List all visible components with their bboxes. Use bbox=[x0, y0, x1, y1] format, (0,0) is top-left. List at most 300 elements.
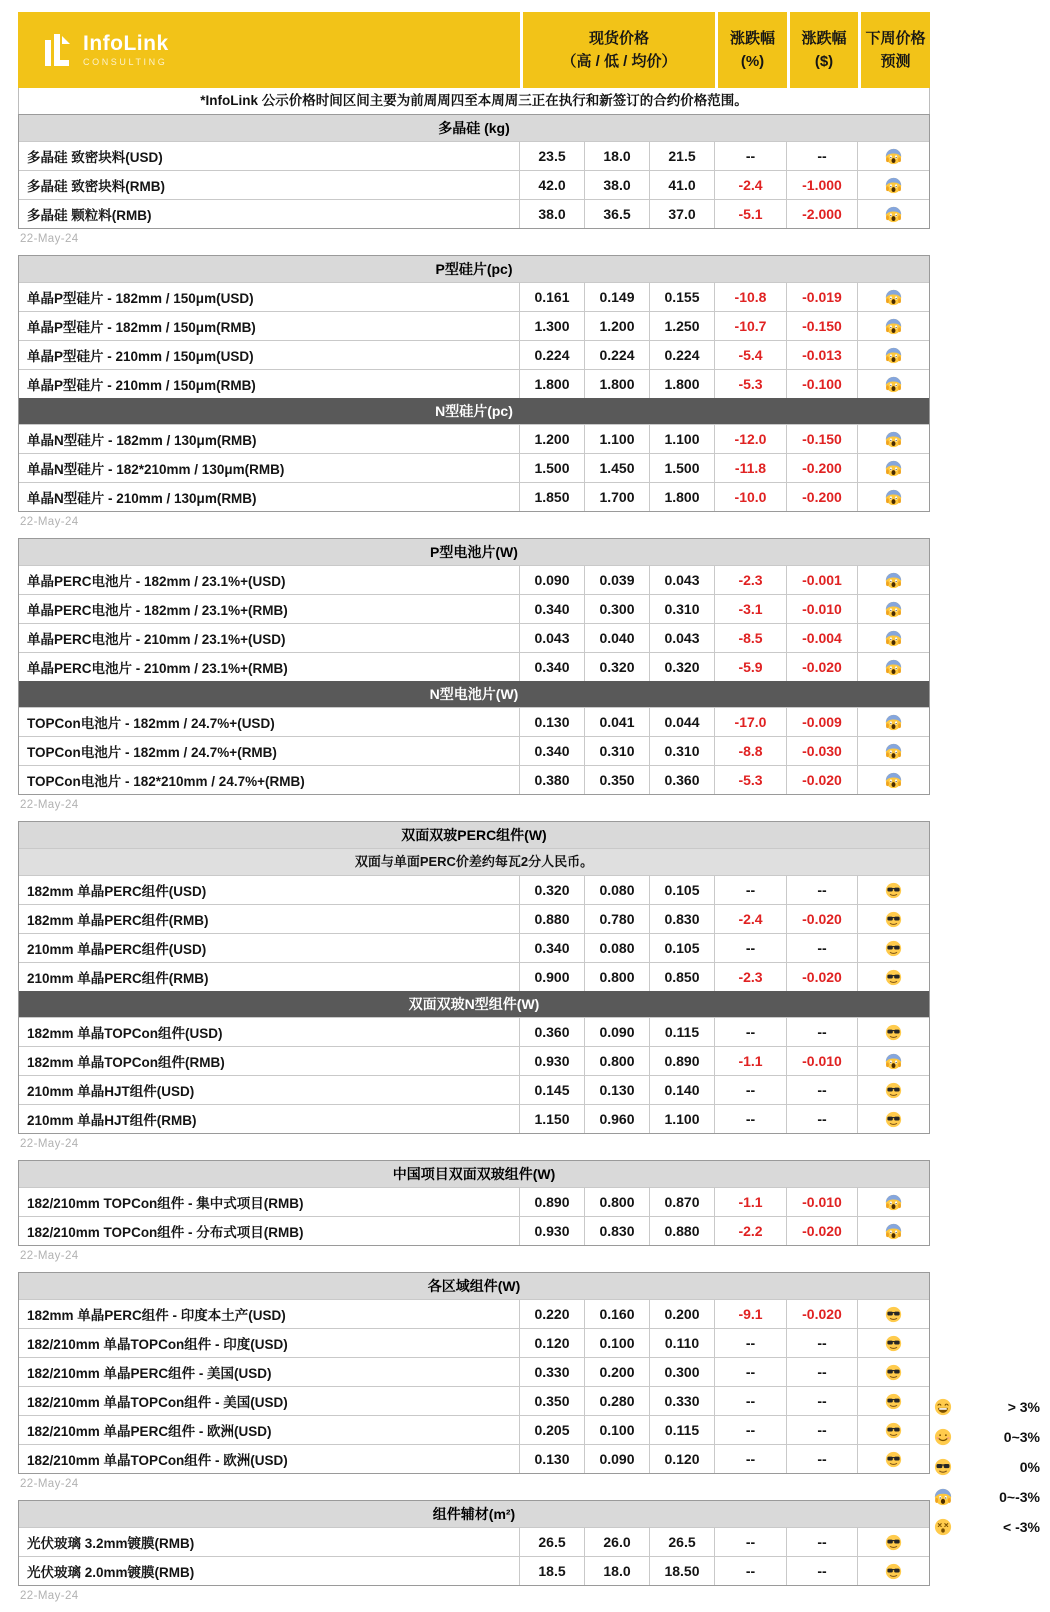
forecast-cell bbox=[857, 624, 929, 652]
dizzy-emoji-icon bbox=[934, 1518, 952, 1536]
forecast-cell bbox=[857, 766, 929, 794]
low-price: 0.830 bbox=[584, 1217, 649, 1245]
high-price: 42.0 bbox=[519, 171, 584, 199]
forecast-cell bbox=[857, 595, 929, 623]
cool-emoji-icon bbox=[885, 1082, 902, 1099]
infolink-logo-icon bbox=[44, 34, 72, 66]
usd-change: -- bbox=[786, 1076, 857, 1104]
forecast-cell bbox=[857, 708, 929, 736]
cool-emoji-icon bbox=[885, 940, 902, 957]
usd-change: -1.000 bbox=[786, 171, 857, 199]
usd-change: -- bbox=[786, 1329, 857, 1357]
avg-price: 0.850 bbox=[649, 963, 714, 991]
usd-change: -0.013 bbox=[786, 341, 857, 369]
pct-change-title: 涨跌幅 bbox=[729, 29, 775, 47]
table-row bbox=[19, 340, 929, 369]
table-row bbox=[19, 1299, 929, 1328]
pct-change: -5.1 bbox=[714, 200, 786, 228]
scream-emoji-icon bbox=[885, 206, 902, 223]
date-label: 22-May-24 bbox=[20, 799, 79, 811]
pct-change: -1.1 bbox=[714, 1047, 786, 1075]
brand-name: InfoLink bbox=[83, 32, 169, 55]
high-price: 26.5 bbox=[519, 1528, 584, 1556]
avg-price: 0.043 bbox=[649, 566, 714, 594]
high-price: 0.161 bbox=[519, 283, 584, 311]
pct-change: -- bbox=[714, 1329, 786, 1357]
scream-emoji-icon bbox=[885, 489, 902, 506]
high-price: 1.800 bbox=[519, 370, 584, 398]
usd-change: -0.020 bbox=[786, 963, 857, 991]
table-row bbox=[19, 170, 929, 199]
scream-emoji-icon bbox=[885, 601, 902, 618]
low-price: 0.090 bbox=[584, 1018, 649, 1046]
usd-change: -0.200 bbox=[786, 454, 857, 482]
pct-change: -- bbox=[714, 934, 786, 962]
pct-change: -9.1 bbox=[714, 1300, 786, 1328]
section-header: P型硅片(pc) bbox=[19, 256, 929, 282]
cool-emoji-icon bbox=[885, 1534, 902, 1551]
pct-change: -5.9 bbox=[714, 653, 786, 681]
legend-item bbox=[934, 1392, 1040, 1422]
product-label: 182/210mm 单晶TOPCon组件 - 印度(USD) bbox=[27, 1337, 288, 1352]
avg-price: 41.0 bbox=[649, 171, 714, 199]
product-label: 182mm 单晶PERC组件 - 印度本土产(USD) bbox=[27, 1308, 286, 1323]
high-price: 0.340 bbox=[519, 595, 584, 623]
forecast-cell bbox=[857, 1217, 929, 1245]
table-row bbox=[19, 1357, 929, 1386]
table-row bbox=[19, 1328, 929, 1357]
high-price: 0.900 bbox=[519, 963, 584, 991]
product-label: 单晶P型硅片 - 182mm / 150μm(USD) bbox=[27, 291, 254, 306]
product-label: 单晶N型硅片 - 182*210mm / 130μm(RMB) bbox=[27, 462, 285, 477]
price-blocks bbox=[18, 114, 930, 1603]
pct-change-column-header bbox=[715, 12, 787, 88]
high-price: 0.330 bbox=[519, 1358, 584, 1386]
avg-price: 0.200 bbox=[649, 1300, 714, 1328]
spot-price-title: 现货价格 bbox=[588, 29, 649, 47]
high-price: 0.320 bbox=[519, 876, 584, 904]
table-row bbox=[19, 736, 929, 765]
table-row bbox=[19, 1415, 929, 1444]
brand-tagline: CONSULTING bbox=[83, 57, 168, 67]
high-price: 0.340 bbox=[519, 934, 584, 962]
low-price: 0.350 bbox=[584, 766, 649, 794]
pct-change-sub: (%) bbox=[740, 52, 765, 70]
product-label: 182/210mm 单晶TOPCon组件 - 欧洲(USD) bbox=[27, 1453, 288, 1468]
product-label: 光伏玻璃 2.0mm镀膜(RMB) bbox=[27, 1565, 195, 1580]
high-price: 0.205 bbox=[519, 1416, 584, 1444]
section-header: 中国项目双面双玻组件(W) bbox=[19, 1161, 929, 1187]
table-row bbox=[19, 962, 929, 991]
legend-item bbox=[934, 1422, 1040, 1452]
forecast-column-header bbox=[858, 12, 930, 88]
usd-change: -0.010 bbox=[786, 1188, 857, 1216]
product-label: 单晶PERC电池片 - 182mm / 23.1%+(USD) bbox=[27, 574, 286, 589]
usd-change: -- bbox=[786, 1445, 857, 1473]
pct-change: -- bbox=[714, 1076, 786, 1104]
product-label: 210mm 单晶PERC组件(USD) bbox=[27, 942, 207, 957]
pct-change: -2.4 bbox=[714, 905, 786, 933]
usd-change: -- bbox=[786, 1416, 857, 1444]
forecast-cell bbox=[857, 1105, 929, 1133]
avg-price: 0.830 bbox=[649, 905, 714, 933]
forecast-cell bbox=[857, 1528, 929, 1556]
price-report bbox=[18, 12, 930, 1612]
usd-change: -0.001 bbox=[786, 566, 857, 594]
high-price: 0.380 bbox=[519, 766, 584, 794]
section-subtitle: 双面与单面PERC价差约每瓦2分人民币。 bbox=[19, 848, 929, 875]
pct-change: -11.8 bbox=[714, 454, 786, 482]
pct-change: -- bbox=[714, 1557, 786, 1585]
legend-label: 0% bbox=[1019, 1459, 1040, 1475]
product-label: 单晶P型硅片 - 210mm / 150μm(USD) bbox=[27, 349, 254, 364]
legend-label: 0~-3% bbox=[999, 1489, 1040, 1505]
forecast-cell bbox=[857, 963, 929, 991]
avg-price: 0.105 bbox=[649, 876, 714, 904]
scream-emoji-icon bbox=[885, 347, 902, 364]
high-price: 18.5 bbox=[519, 1557, 584, 1585]
low-price: 1.700 bbox=[584, 483, 649, 511]
scream-emoji-icon bbox=[885, 431, 902, 448]
avg-price: 0.224 bbox=[649, 341, 714, 369]
high-price: 1.300 bbox=[519, 312, 584, 340]
cool-emoji-icon bbox=[885, 1563, 902, 1580]
low-price: 0.040 bbox=[584, 624, 649, 652]
usd-change: -0.030 bbox=[786, 737, 857, 765]
usd-change: -0.010 bbox=[786, 1047, 857, 1075]
high-price: 0.350 bbox=[519, 1387, 584, 1415]
grin-emoji-icon bbox=[934, 1398, 952, 1416]
section-header: 双面双玻PERC组件(W) bbox=[19, 822, 929, 848]
avg-price: 0.115 bbox=[649, 1416, 714, 1444]
usd-change: -- bbox=[786, 1018, 857, 1046]
infolink-logo bbox=[18, 12, 520, 88]
high-price: 0.890 bbox=[519, 1188, 584, 1216]
usd-change: -- bbox=[786, 1387, 857, 1415]
scream-emoji-icon bbox=[885, 659, 902, 676]
low-price: 0.320 bbox=[584, 653, 649, 681]
usd-change: -- bbox=[786, 876, 857, 904]
usd-change: -0.150 bbox=[786, 425, 857, 453]
pct-change: -12.0 bbox=[714, 425, 786, 453]
spot-price-column-header bbox=[520, 12, 715, 88]
low-price: 0.130 bbox=[584, 1076, 649, 1104]
avg-price: 0.310 bbox=[649, 595, 714, 623]
usd-change-sub: ($) bbox=[814, 52, 834, 70]
avg-price: 0.140 bbox=[649, 1076, 714, 1104]
forecast-cell bbox=[857, 905, 929, 933]
avg-price: 0.105 bbox=[649, 934, 714, 962]
avg-price: 1.800 bbox=[649, 370, 714, 398]
forecast-cell bbox=[857, 370, 929, 398]
product-label: 单晶PERC电池片 - 182mm / 23.1%+(RMB) bbox=[27, 603, 288, 618]
pct-change: -1.1 bbox=[714, 1188, 786, 1216]
scream-emoji-icon bbox=[885, 630, 902, 647]
product-label: 182/210mm TOPCon组件 - 分布式项目(RMB) bbox=[27, 1225, 304, 1240]
high-price: 23.5 bbox=[519, 142, 584, 170]
price-note: *InfoLink 公示价格时间区间主要为前周周四至本周周三正在执行和新签订的合约价格范围。 bbox=[18, 88, 930, 114]
low-price: 0.224 bbox=[584, 341, 649, 369]
avg-price: 0.120 bbox=[649, 1445, 714, 1473]
price-block bbox=[18, 821, 930, 1134]
forecast-cell bbox=[857, 425, 929, 453]
price-block bbox=[18, 1160, 930, 1246]
high-price: 38.0 bbox=[519, 200, 584, 228]
forecast-cell bbox=[857, 1416, 929, 1444]
cool-emoji-icon bbox=[885, 1393, 902, 1410]
high-price: 0.224 bbox=[519, 341, 584, 369]
usd-change: -0.009 bbox=[786, 708, 857, 736]
high-price: 0.130 bbox=[519, 1445, 584, 1473]
section-header: P型电池片(W) bbox=[19, 539, 929, 565]
table-row bbox=[19, 369, 929, 398]
high-price: 0.360 bbox=[519, 1018, 584, 1046]
pct-change: -5.3 bbox=[714, 766, 786, 794]
usd-change: -- bbox=[786, 1105, 857, 1133]
legend-item bbox=[934, 1482, 1040, 1512]
low-price: 0.800 bbox=[584, 1047, 649, 1075]
forecast-cell bbox=[857, 1329, 929, 1357]
avg-price: 0.115 bbox=[649, 1018, 714, 1046]
avg-price: 21.5 bbox=[649, 142, 714, 170]
pct-change: -- bbox=[714, 142, 786, 170]
product-label: 182/210mm 单晶PERC组件 - 美国(USD) bbox=[27, 1366, 272, 1381]
low-price: 38.0 bbox=[584, 171, 649, 199]
high-price: 1.150 bbox=[519, 1105, 584, 1133]
high-price: 0.220 bbox=[519, 1300, 584, 1328]
cool-emoji-icon bbox=[885, 1024, 902, 1041]
table-row bbox=[19, 594, 929, 623]
date-label: 22-May-24 bbox=[20, 1138, 79, 1150]
avg-price: 0.360 bbox=[649, 766, 714, 794]
forecast-cell bbox=[857, 200, 929, 228]
cool-emoji-icon bbox=[885, 1451, 902, 1468]
product-label: 多晶硅 颗粒料(RMB) bbox=[27, 208, 152, 223]
low-price: 1.200 bbox=[584, 312, 649, 340]
scream-emoji-icon bbox=[885, 572, 902, 589]
low-price: 18.0 bbox=[584, 1557, 649, 1585]
forecast-sub: 预测 bbox=[880, 52, 911, 70]
table-row bbox=[19, 282, 929, 311]
pct-change: -3.1 bbox=[714, 595, 786, 623]
high-price: 0.930 bbox=[519, 1047, 584, 1075]
product-label: 单晶N型硅片 - 182mm / 130μm(RMB) bbox=[27, 433, 257, 448]
low-price: 0.080 bbox=[584, 876, 649, 904]
table-row bbox=[19, 933, 929, 962]
pct-change: -10.0 bbox=[714, 483, 786, 511]
legend-label: 0~3% bbox=[1003, 1429, 1040, 1445]
legend-label: > 3% bbox=[1007, 1399, 1040, 1415]
price-block bbox=[18, 255, 930, 512]
pct-change: -- bbox=[714, 1416, 786, 1444]
high-price: 0.880 bbox=[519, 905, 584, 933]
usd-change: -0.019 bbox=[786, 283, 857, 311]
usd-change: -- bbox=[786, 1528, 857, 1556]
low-price: 0.960 bbox=[584, 1105, 649, 1133]
pct-change: -2.2 bbox=[714, 1217, 786, 1245]
high-price: 1.850 bbox=[519, 483, 584, 511]
low-price: 0.100 bbox=[584, 1416, 649, 1444]
low-price: 0.800 bbox=[584, 963, 649, 991]
high-price: 0.145 bbox=[519, 1076, 584, 1104]
forecast-cell bbox=[857, 312, 929, 340]
legend-label: < -3% bbox=[1003, 1519, 1040, 1535]
cool-emoji-icon bbox=[885, 1306, 902, 1323]
usd-change: -0.200 bbox=[786, 483, 857, 511]
low-price: 1.450 bbox=[584, 454, 649, 482]
date-label: 22-May-24 bbox=[20, 1590, 79, 1602]
low-price: 0.090 bbox=[584, 1445, 649, 1473]
table-row bbox=[19, 904, 929, 933]
table-row bbox=[19, 424, 929, 453]
product-label: 182mm 单晶PERC组件(RMB) bbox=[27, 913, 209, 928]
pct-change: -8.8 bbox=[714, 737, 786, 765]
price-block bbox=[18, 1272, 930, 1474]
table-row bbox=[19, 1075, 929, 1104]
low-price: 0.160 bbox=[584, 1300, 649, 1328]
cool-emoji-icon bbox=[885, 911, 902, 928]
low-price: 36.5 bbox=[584, 200, 649, 228]
forecast-cell bbox=[857, 1188, 929, 1216]
usd-change: -0.004 bbox=[786, 624, 857, 652]
date-label: 22-May-24 bbox=[20, 1478, 79, 1490]
table-row bbox=[19, 141, 929, 170]
scream-emoji-icon bbox=[885, 289, 902, 306]
avg-price: 0.110 bbox=[649, 1329, 714, 1357]
forecast-cell bbox=[857, 1076, 929, 1104]
usd-change: -- bbox=[786, 934, 857, 962]
legend-item bbox=[934, 1512, 1040, 1542]
pct-change: -8.5 bbox=[714, 624, 786, 652]
table-row bbox=[19, 707, 929, 736]
avg-price: 1.800 bbox=[649, 483, 714, 511]
product-label: 单晶P型硅片 - 182mm / 150μm(RMB) bbox=[27, 320, 256, 335]
scream-emoji-icon bbox=[885, 1223, 902, 1240]
high-price: 1.500 bbox=[519, 454, 584, 482]
scream-emoji-icon bbox=[885, 376, 902, 393]
forecast-cell bbox=[857, 142, 929, 170]
pct-change: -2.3 bbox=[714, 963, 786, 991]
usd-change-title: 涨跌幅 bbox=[801, 29, 847, 47]
section-header: 组件辅材(m²) bbox=[19, 1501, 929, 1527]
low-price: 0.149 bbox=[584, 283, 649, 311]
table-row bbox=[19, 1527, 929, 1556]
high-price: 0.043 bbox=[519, 624, 584, 652]
product-label: 182/210mm 单晶PERC组件 - 欧洲(USD) bbox=[27, 1424, 272, 1439]
pct-change: -- bbox=[714, 1358, 786, 1386]
scream-emoji-icon bbox=[885, 148, 902, 165]
avg-price: 0.310 bbox=[649, 737, 714, 765]
product-label: 单晶P型硅片 - 210mm / 150μm(RMB) bbox=[27, 378, 256, 393]
low-price: 0.080 bbox=[584, 934, 649, 962]
pct-change: -2.4 bbox=[714, 171, 786, 199]
scream-emoji-icon bbox=[885, 1194, 902, 1211]
forecast-cell bbox=[857, 566, 929, 594]
high-price: 0.090 bbox=[519, 566, 584, 594]
table-row bbox=[19, 875, 929, 904]
scream-emoji-icon bbox=[885, 177, 902, 194]
forecast-cell bbox=[857, 737, 929, 765]
date-label: 22-May-24 bbox=[20, 516, 79, 528]
product-label: 单晶PERC电池片 - 210mm / 23.1%+(USD) bbox=[27, 632, 286, 647]
avg-price: 0.880 bbox=[649, 1217, 714, 1245]
section-header: 多晶硅 (kg) bbox=[19, 115, 929, 141]
scream-emoji-icon bbox=[885, 743, 902, 760]
table-row bbox=[19, 311, 929, 340]
high-price: 0.340 bbox=[519, 653, 584, 681]
low-price: 1.100 bbox=[584, 425, 649, 453]
scream-emoji-icon bbox=[885, 460, 902, 477]
low-price: 0.300 bbox=[584, 595, 649, 623]
table-row bbox=[19, 765, 929, 794]
low-price: 18.0 bbox=[584, 142, 649, 170]
avg-price: 0.890 bbox=[649, 1047, 714, 1075]
product-label: 单晶N型硅片 - 210mm / 130μm(RMB) bbox=[27, 491, 257, 506]
table-row bbox=[19, 1386, 929, 1415]
avg-price: 1.250 bbox=[649, 312, 714, 340]
usd-change: -0.020 bbox=[786, 653, 857, 681]
product-label: 光伏玻璃 3.2mm镀膜(RMB) bbox=[27, 1536, 195, 1551]
forecast-cell bbox=[857, 1300, 929, 1328]
pct-change: -- bbox=[714, 1445, 786, 1473]
cool-emoji-icon bbox=[885, 1364, 902, 1381]
forecast-cell bbox=[857, 653, 929, 681]
product-label: 多晶硅 致密块料(USD) bbox=[27, 150, 163, 165]
product-label: 182mm 单晶PERC组件(USD) bbox=[27, 884, 207, 899]
pct-change: -5.3 bbox=[714, 370, 786, 398]
table-row bbox=[19, 199, 929, 228]
usd-change: -0.020 bbox=[786, 1300, 857, 1328]
low-price: 0.280 bbox=[584, 1387, 649, 1415]
section-header: 双面双玻N型组件(W) bbox=[19, 991, 929, 1017]
product-label: 182/210mm TOPCon组件 - 集中式项目(RMB) bbox=[27, 1196, 304, 1211]
product-label: 182mm 单晶TOPCon组件(RMB) bbox=[27, 1055, 225, 1070]
table-row bbox=[19, 565, 929, 594]
pct-change: -- bbox=[714, 876, 786, 904]
table-row bbox=[19, 1444, 929, 1473]
scream-emoji-icon bbox=[885, 772, 902, 789]
product-label: 210mm 单晶HJT组件(RMB) bbox=[27, 1113, 197, 1128]
price-block bbox=[18, 538, 930, 795]
forecast-cell bbox=[857, 1018, 929, 1046]
avg-price: 1.100 bbox=[649, 425, 714, 453]
cool-emoji-icon bbox=[885, 1335, 902, 1352]
forecast-legend bbox=[934, 1392, 1040, 1542]
cool-emoji-icon bbox=[885, 1422, 902, 1439]
usd-change: -0.100 bbox=[786, 370, 857, 398]
product-label: 多晶硅 致密块料(RMB) bbox=[27, 179, 165, 194]
forecast-title: 下周价格 bbox=[865, 29, 926, 47]
table-row bbox=[19, 1017, 929, 1046]
avg-price: 0.155 bbox=[649, 283, 714, 311]
usd-change: -- bbox=[786, 1557, 857, 1585]
product-label: 182/210mm 单晶TOPCon组件 - 美国(USD) bbox=[27, 1395, 288, 1410]
cool-emoji-icon bbox=[885, 1111, 902, 1128]
usd-change: -- bbox=[786, 142, 857, 170]
table-row bbox=[19, 623, 929, 652]
product-label: TOPCon电池片 - 182mm / 24.7%+(USD) bbox=[27, 716, 275, 731]
legend-item bbox=[934, 1452, 1040, 1482]
scream-emoji-icon bbox=[885, 318, 902, 335]
forecast-cell bbox=[857, 341, 929, 369]
section-header: N型硅片(pc) bbox=[19, 398, 929, 424]
table-row bbox=[19, 482, 929, 511]
pct-change: -10.7 bbox=[714, 312, 786, 340]
low-price: 0.310 bbox=[584, 737, 649, 765]
product-label: 210mm 单晶HJT组件(USD) bbox=[27, 1084, 195, 1099]
cool-emoji-icon bbox=[885, 882, 902, 899]
forecast-cell bbox=[857, 1557, 929, 1585]
